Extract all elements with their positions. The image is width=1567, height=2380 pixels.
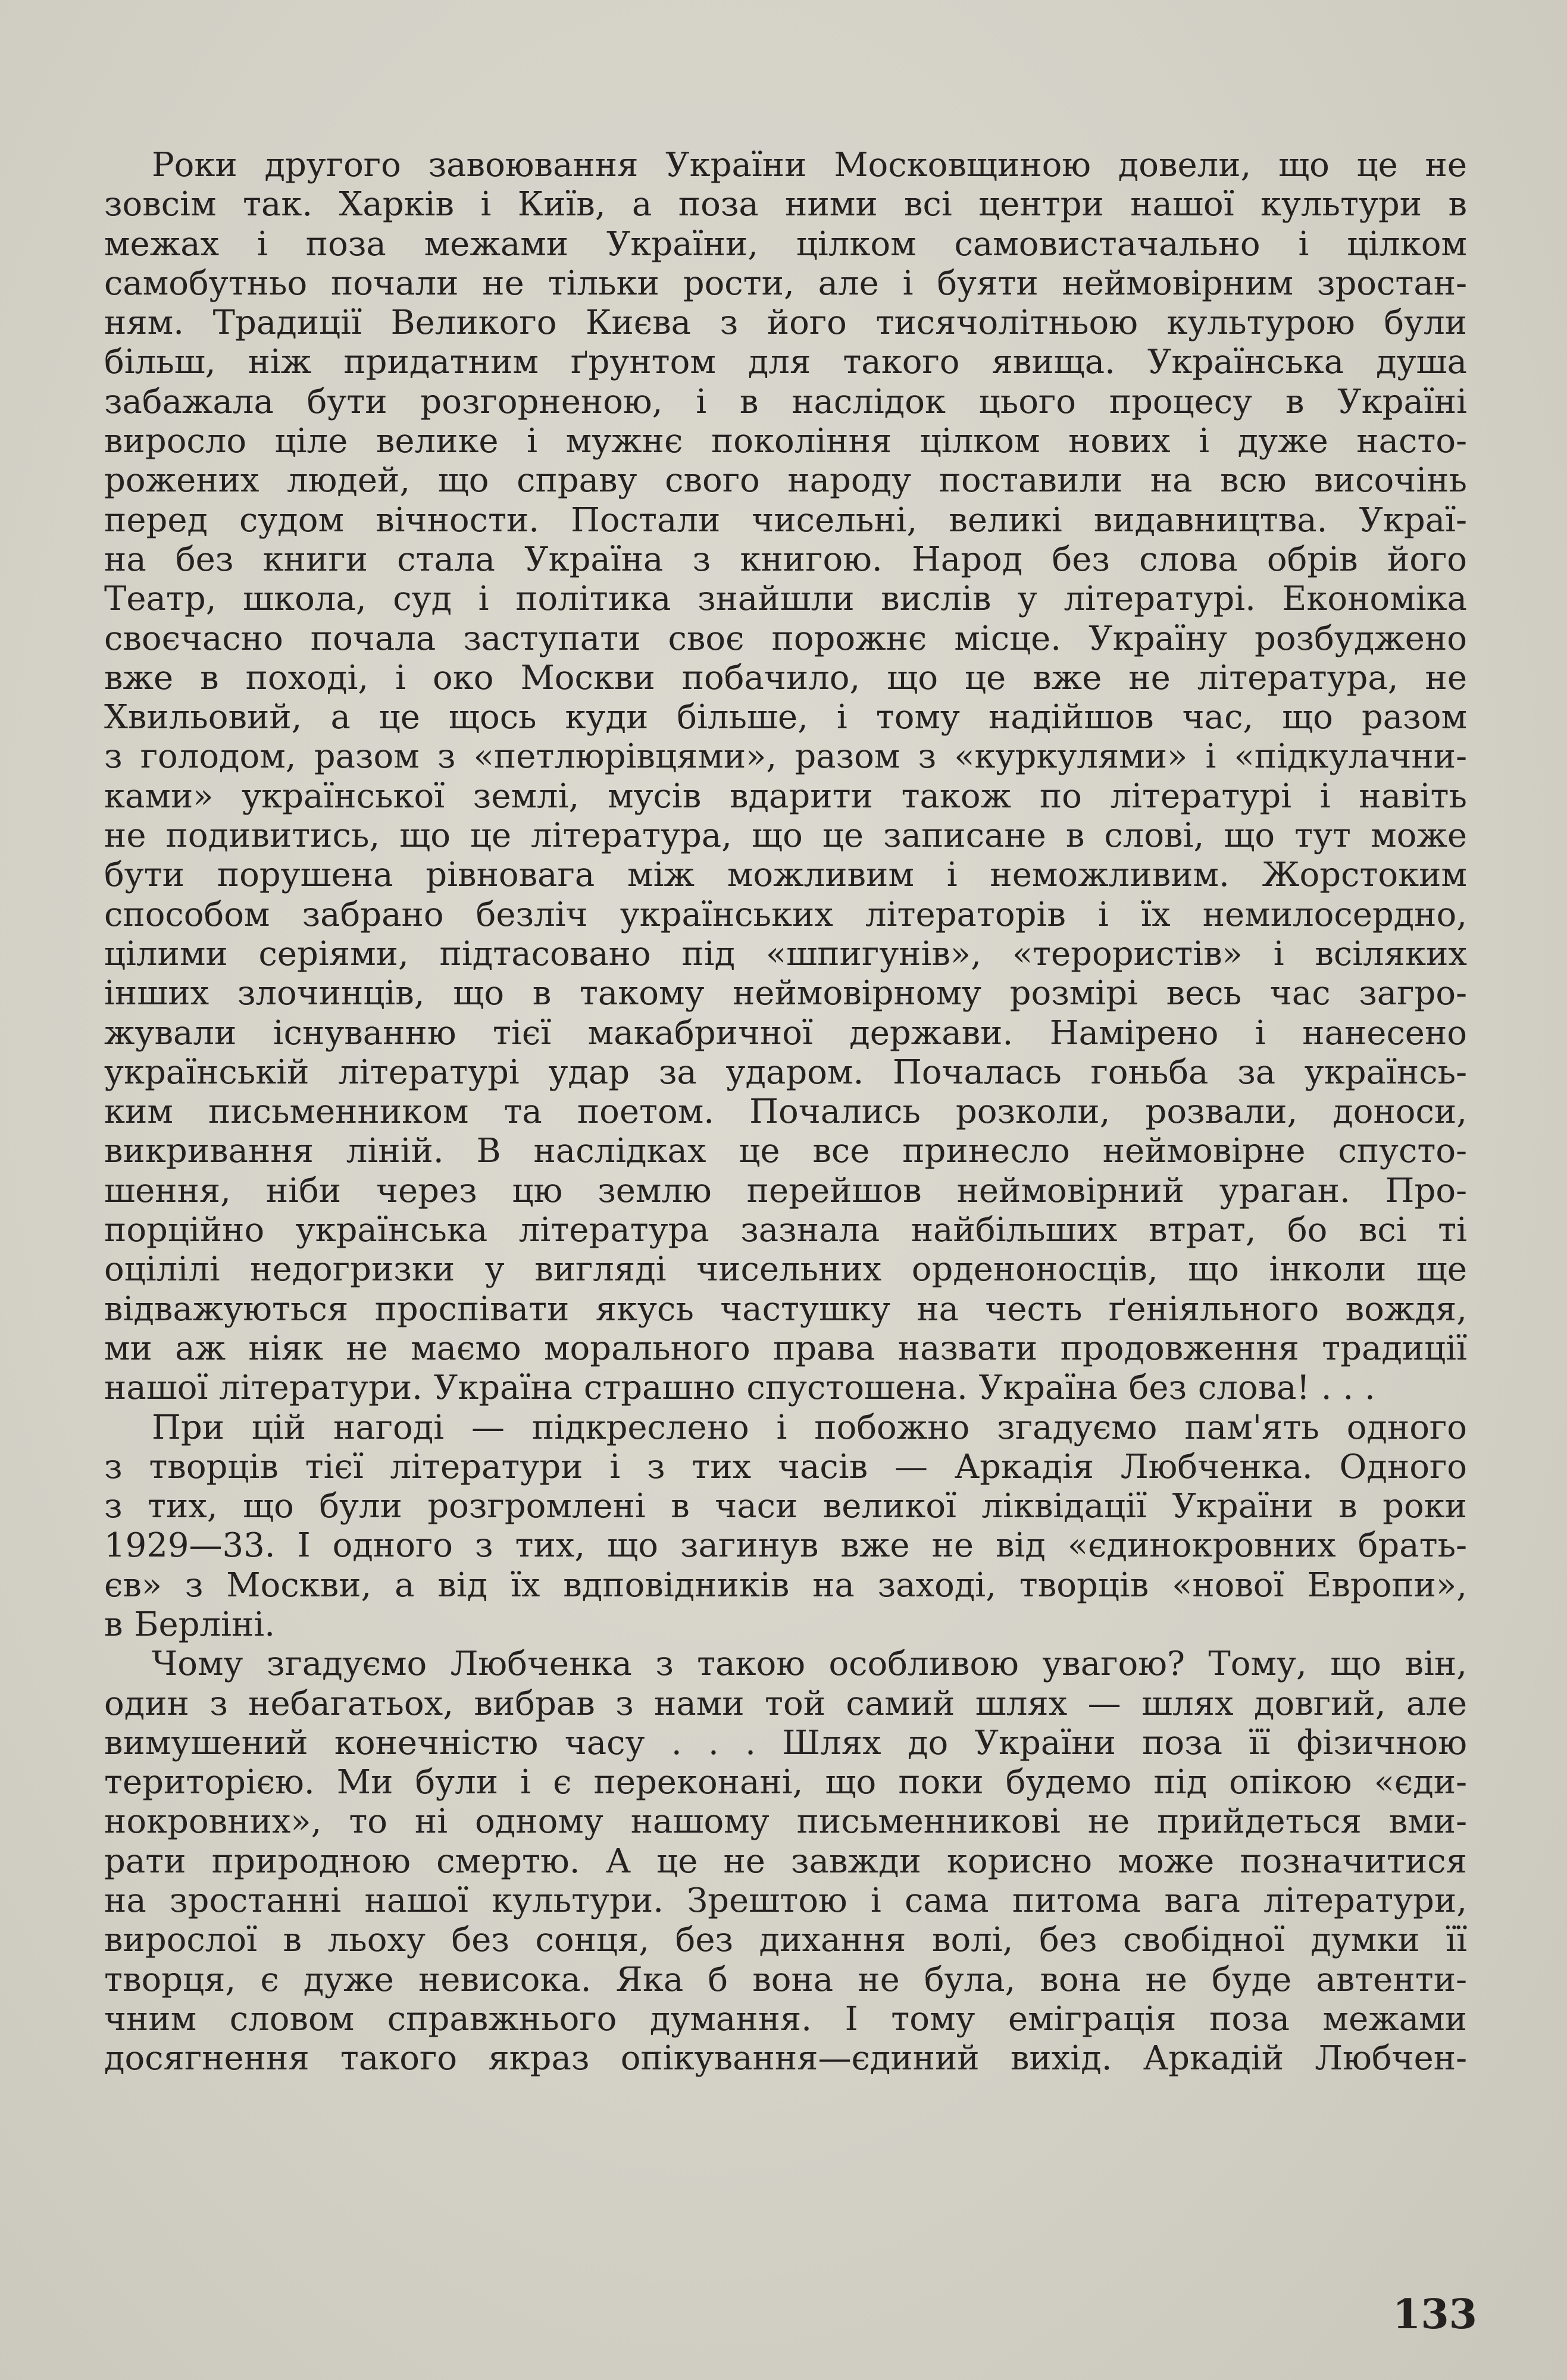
text-line: Чому згадуємо Любченка з такою особливою увагою? Тому, що він, <box>152 1645 1467 1684</box>
text-line: Театр, школа, суд і політика знайшли вислів у літературі. Економіка <box>104 580 1467 619</box>
text-line: чним словом справжнього думання. І тому еміграція поза межами <box>104 1999 1467 2038</box>
text-line: способом забрано безліч українських літераторів і їх немилосердно, <box>104 895 1467 934</box>
text-line: нокровних», то ні одному нашому письменникові не прийдеться вми- <box>104 1802 1467 1842</box>
text-line: вже в поході, і око Москви побачило, що це вже не література, не <box>104 658 1467 697</box>
text-line: рожених людей, що справу свого народу поставили на всю височінь <box>104 461 1467 500</box>
text-line: ням. Традиції Великого Києва з його тисячолітньою культурою були <box>104 303 1467 343</box>
text-line: відважуються проспівати якусь частушку на честь ґеніяльного вождя, <box>104 1289 1467 1329</box>
text-line: на зростанні нашої культури. Зрештою і сама питома вага літератури, <box>104 1881 1467 1921</box>
text-line: з творців тієї літератури і з тих часів — Аркадія Любченка. Одного <box>104 1447 1467 1486</box>
page-number: 133 <box>1393 2291 1477 2338</box>
text-line: рати природною смертю. А це не завжди корисно може позначитися <box>104 1842 1467 1881</box>
text-line: в Берліні. <box>104 1605 275 1644</box>
text-line: своєчасно почала заступати своє порожнє місце. Україну розбуджено <box>104 619 1467 658</box>
text-line: з тих, що були розгромлені в часи великої ліквідації України в роки <box>104 1487 1467 1526</box>
text-line: інших злочинців, що в такому неймовірному розмірі весь час загро- <box>104 974 1467 1013</box>
text-line: вирослої в льоху без сонця, без дихання волі, без свобідної думки її <box>104 1921 1467 1960</box>
text-line: досягнення такого якраз опікування—єдиний вихід. Аркадій Любчен- <box>104 2039 1467 2078</box>
text-line: територією. Ми були і є переконані, що поки будемо під опікою «єди- <box>104 1763 1467 1802</box>
text-line: забажала бути розгорненою, і в наслідок цього процесу в Україні <box>104 382 1467 421</box>
text-line: творця, є дуже невисока. Яка б вона не була, вона не буде автенти- <box>104 1960 1467 1999</box>
text-line: оцілілі недогризки у вигляді чисельних орденоносців, що інколи ще <box>104 1250 1467 1289</box>
text-line: з голодом, разом з «петлюрівцями», разом з «куркулями» і «підкулачни- <box>104 737 1467 776</box>
text-line: жували існуванню тієї макабричної держави. Намірено і нанесено <box>104 1013 1467 1053</box>
text-line: більш, ніж придатним ґрунтом для такого явища. Українська душа <box>104 343 1467 382</box>
text-line: нашої літератури. Україна страшно спустошена. Україна без слова! . . . <box>104 1368 1375 1408</box>
body-text <box>104 146 1467 2079</box>
text-line: порційно українська література зазнала найбільших втрат, бо всі ті <box>104 1211 1467 1250</box>
text-line: викривання ліній. В наслідках це все принесло неймовірне спусто- <box>104 1132 1467 1171</box>
text-line: зовсім так. Харків і Київ, а поза ними всі центри нашої культури в <box>104 185 1467 224</box>
text-line: Роки другого завоювання України Московщиною довели, що це не <box>152 146 1467 184</box>
text-line: українській літературі удар за ударом. Почалась гоньба за українсь- <box>104 1053 1467 1092</box>
text-line: самобутньо почали не тільки рости, але і буяти неймовірним зростан- <box>104 264 1467 303</box>
text-line: не подивитись, що це література, що це записане в слові, що тут може <box>104 816 1467 856</box>
text-line: на без книги стала Україна з книгою. Народ без слова обрів його <box>104 540 1467 579</box>
text-line: перед судом вічности. Постали чисельні, великі видавництва. Украї- <box>104 500 1467 540</box>
text-line: шення, ніби через цю землю перейшов неймовірний ураган. Про- <box>104 1171 1467 1210</box>
text-line: ким письменником та поетом. Почались розколи, розвали, доноси, <box>104 1092 1467 1132</box>
text-line: цілими серіями, підтасовано під «шпигунів», «терористів» і всіляких <box>104 934 1467 973</box>
text-line: ками» української землі, мусів вдарити також по літературі і навіть <box>104 776 1467 816</box>
text-line: Хвильовий, а це щось куди більше, і тому надійшов час, що разом <box>104 698 1467 737</box>
text-line: вимушений конечністю часу . . . Шлях до України поза її фізичною <box>104 1723 1467 1762</box>
text-line: один з небагатьох, вибрав з нами той самий шлях — шлях довгий, але <box>104 1684 1467 1723</box>
text-line: межах і поза межами України, цілком самовистачально і цілком <box>104 224 1467 264</box>
text-line: 1929—33. І одного з тих, що загинув вже не від «єдинокровних брать- <box>104 1526 1467 1565</box>
text-line: єв» з Москви, а від їх вдповідників на заході, творців «нової Европи», <box>104 1565 1467 1605</box>
text-line: бути порушена рівновага між можливим і неможливим. Жорстоким <box>104 856 1467 895</box>
text-line: При цій нагоді — підкреслено і побожно згадуємо пам'ять одного <box>152 1408 1467 1447</box>
text-line: виросло ціле велике і мужнє покоління цілком нових і дуже насто- <box>104 422 1467 461</box>
text-line: ми аж ніяк не маємо морального права назвати продовження традиції <box>104 1329 1467 1368</box>
